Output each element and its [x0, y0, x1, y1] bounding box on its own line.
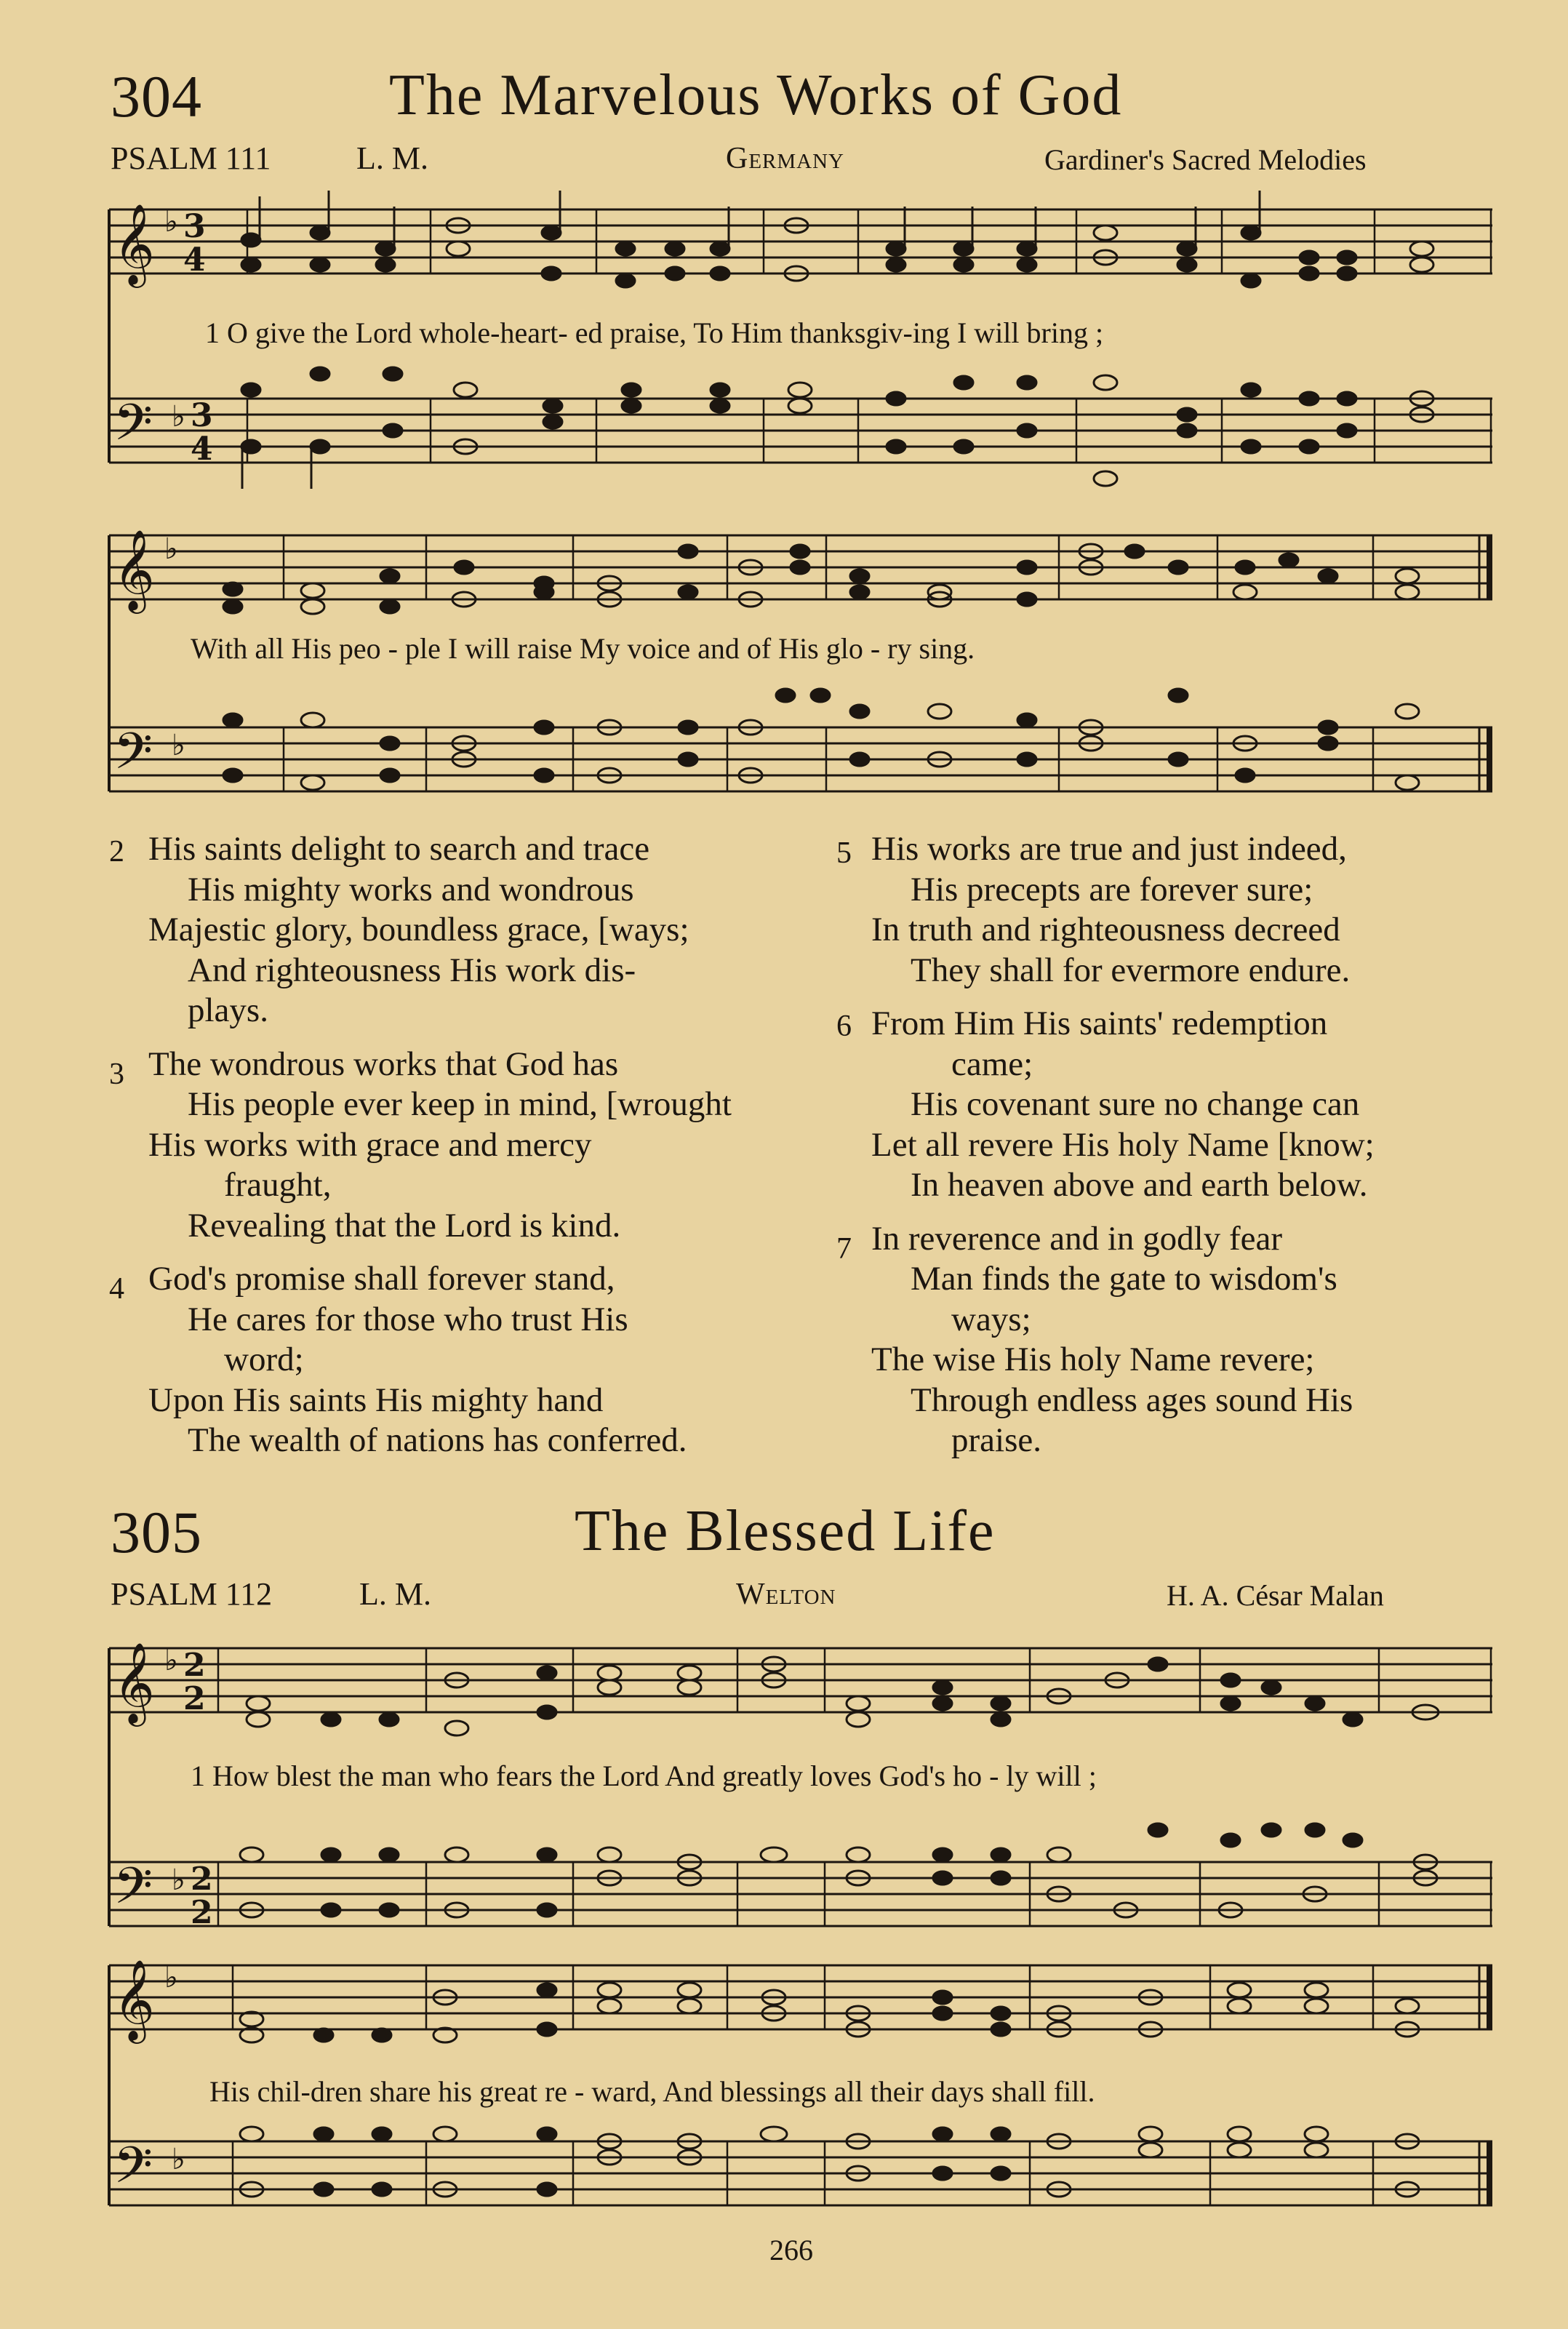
svg-text:3: 3: [191, 397, 213, 434]
hymn-304-number: 304: [111, 63, 202, 129]
treble-clef-icon: 𝄞: [113, 1642, 155, 1723]
verse-number: 7: [836, 1231, 852, 1266]
svg-text:♭: ♭: [172, 2143, 185, 2176]
verse-line: The wealth of nations has conferred.: [188, 1421, 687, 1459]
hymn-305-system2-treble-staff: [109, 1965, 1492, 2029]
verse-line: His covenant sure no change can: [911, 1085, 1360, 1123]
bass-clef-icon: 𝄢: [113, 2136, 153, 2207]
svg-text:♭: ♭: [172, 1863, 185, 1897]
verse-number: 5: [836, 836, 852, 870]
verse-line: God's promise shall forever stand,: [148, 1260, 615, 1298]
verse-line: His precepts are forever sure;: [911, 870, 1313, 908]
hymn-305-system1-treble-staff: [109, 1648, 1492, 1712]
verse-line: His saints delight to search and trace: [148, 830, 650, 868]
hymn-305-psalm: PSALM 112: [111, 1576, 273, 1612]
verse-line: word;: [224, 1341, 304, 1378]
hymn-305-composer: H. A. César Malan: [1167, 1579, 1384, 1612]
hymn-304-lyric-line-2: With all His peo - ple I will raise My voice and of His glo - ry sing.: [191, 632, 975, 665]
hymn-305-title: The Blessed Life: [575, 1499, 996, 1563]
hymn-305-lyric-line-1: 1 How blest the man who fears the Lord And greatly loves God's ho - ly will ;: [191, 1759, 1097, 1792]
hymn-305-number: 305: [111, 1499, 202, 1565]
verse-line: Man finds the gate to wisdom's: [911, 1260, 1337, 1298]
svg-text:4: 4: [183, 241, 206, 279]
hymn-304-psalm: PSALM 111: [111, 140, 271, 176]
verse-line: In reverence and in godly fear: [871, 1219, 1283, 1258]
treble-clef-icon: 𝄞: [113, 1959, 155, 2040]
verse-line: plays.: [188, 991, 268, 1029]
hymn-305-lyric-line-2: His chil-dren share his great re - ward, And blessings all their days shall fill.: [209, 2075, 1095, 2108]
verse-number: 4: [109, 1272, 124, 1306]
verse-number: 6: [836, 1010, 852, 1043]
verse-line: ways;: [951, 1300, 1031, 1338]
verse-line: His works with grace and mercy: [148, 1125, 592, 1164]
verse-line: Let all revere His holy Name [know;: [871, 1125, 1375, 1164]
verse-line: In truth and righteousness decreed: [871, 911, 1340, 948]
svg-text:2: 2: [183, 1680, 206, 1717]
hymn-305-meter: L. M.: [359, 1576, 431, 1612]
treble-clef-icon: 𝄞: [113, 529, 155, 610]
bass-clef-icon: 𝄢: [113, 722, 153, 793]
svg-text:3: 3: [183, 208, 206, 245]
hymn-304-composer: Gardiner's Sacred Melodies: [1044, 143, 1367, 176]
svg-text:2: 2: [183, 1647, 206, 1684]
svg-text:♭: ♭: [172, 729, 185, 762]
svg-text:♭: ♭: [164, 1961, 178, 1994]
svg-text:♭: ♭: [172, 400, 185, 434]
verse-line: His works are true and just indeed,: [871, 830, 1347, 868]
svg-text:2: 2: [191, 1861, 213, 1898]
svg-text:♭: ♭: [164, 205, 178, 239]
verse-line: fraught,: [224, 1166, 332, 1204]
verse-line: Majestic glory, boundless grace, [ways;: [148, 911, 689, 948]
treble-clef-icon: 𝄞: [113, 203, 155, 284]
verse-line: came;: [951, 1044, 1033, 1083]
verse-line: Through endless ages sound His: [911, 1381, 1353, 1419]
hymn-304-lyric-line-1: 1 O give the Lord whole-heart- ed praise, To Him thanksgiv-ing I will bring ;: [205, 316, 1104, 349]
bass-clef-icon: 𝄢: [113, 1856, 153, 1927]
svg-text:2: 2: [191, 1894, 213, 1931]
svg-text:♭: ♭: [164, 532, 178, 566]
verse-line: In heaven above and earth below.: [911, 1166, 1368, 1204]
verse-line: They shall for evermore endure.: [911, 951, 1351, 989]
verse-line: He cares for those who trust His: [188, 1300, 628, 1338]
hymn-304-meter: L. M.: [356, 140, 428, 176]
hymn-304-tune: Germany: [726, 142, 845, 175]
verse-line: The wise His holy Name revere;: [871, 1341, 1315, 1378]
hymn-305-tune: Welton: [736, 1578, 836, 1611]
verse-number: 2: [109, 835, 124, 868]
svg-text:♭: ♭: [164, 1644, 178, 1677]
svg-text:4: 4: [191, 431, 213, 468]
verse-line: Upon His saints His mighty hand: [148, 1381, 604, 1419]
verse-line: praise.: [951, 1421, 1041, 1459]
hymn-304-title: The Marvelous Works of God: [389, 63, 1123, 127]
hymn-305-system2-bass-staff: [109, 2141, 1492, 2205]
verse-line: The wondrous works that God has: [148, 1044, 619, 1083]
verse-number: 3: [109, 1057, 124, 1091]
verse-line: His people ever keep in mind, [wrought: [188, 1085, 732, 1123]
bass-clef-icon: 𝄢: [113, 393, 153, 464]
page-number: 266: [769, 2234, 813, 2266]
verse-line: And righteousness His work dis-: [188, 951, 636, 989]
hymn-305-system1-bass-staff: [109, 1862, 1492, 1926]
verse-line: Revealing that the Lord is kind.: [188, 1206, 621, 1245]
verse-line: His mighty works and wondrous: [188, 870, 634, 908]
verse-line: From Him His saints' redemption: [871, 1004, 1328, 1042]
